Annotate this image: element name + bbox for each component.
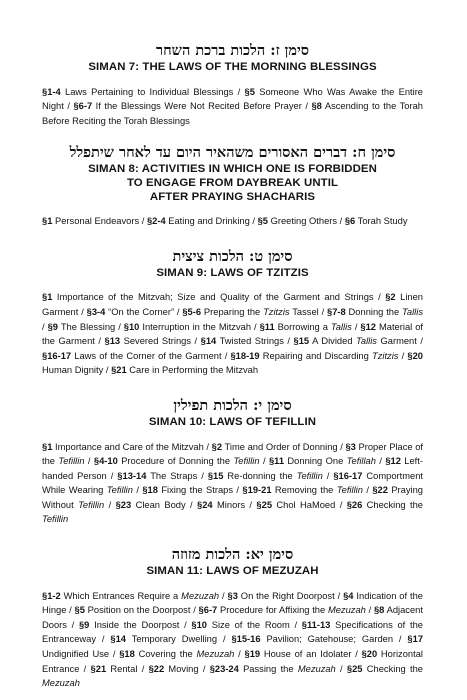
siman-11-title-line: SIMAN 11: LAWS OF MEZUZAH — [146, 565, 319, 578]
contents-text: Eating and Drinking / — [165, 216, 258, 227]
siman-8-title-line-3: AFTER PRAYING SHACHARIS — [149, 190, 316, 203]
contents-text: Interruption in the Mitzvah / — [139, 321, 260, 332]
contents-text: Covering the — [134, 649, 197, 660]
contents-text: / — [322, 470, 334, 481]
contents-text: Adjacent Doors / — [42, 605, 423, 630]
contents-text: Checking the — [362, 663, 423, 674]
contents-text: Inside the Doorpost / — [89, 619, 192, 630]
section-number: §8 — [373, 605, 385, 616]
siman-10-english-title — [42, 416, 423, 430]
contents-text: Repairing and Discarding — [259, 350, 372, 361]
contents-text: Horizontal Entrance / — [42, 649, 423, 674]
section-number: §19-21 — [242, 485, 272, 496]
siman-9-contents — [42, 290, 423, 378]
section-number: §13 — [104, 336, 121, 347]
contents-text: Care in Performing the Mitzvah — [126, 365, 259, 376]
section-number: §16-17 — [333, 470, 363, 481]
contents-text: / — [84, 456, 94, 467]
italic-term: Tefillin — [336, 485, 363, 496]
section-number: §1-4 — [42, 86, 61, 97]
section-number: §12 — [385, 456, 401, 467]
contents-text: The Blessing / — [58, 321, 124, 332]
contents-text: / — [234, 649, 245, 660]
section-number: §26 — [346, 499, 363, 510]
section-number: §7-8 — [327, 306, 346, 317]
contents-text: Removing the — [271, 485, 337, 496]
section-number: §1 — [42, 292, 53, 303]
section-number: §4-10 — [93, 456, 118, 467]
section-number: §13-14 — [117, 470, 147, 481]
section-number: §11-13 — [301, 619, 331, 630]
contents-text: Clean Body / — [131, 499, 198, 510]
section-number: §20 — [361, 649, 378, 660]
section-number: §23 — [115, 499, 132, 510]
section-number: §9 — [47, 321, 58, 332]
italic-term: Tefillin — [42, 514, 69, 525]
siman-7-hebrew-title: סימן ז: הלכות ברכת השחר — [155, 42, 310, 59]
section-number: §18 — [142, 485, 158, 496]
section-number: §22 — [148, 663, 165, 674]
contents-text: Importance of the Mitzvah; Size and Quality of the Garment and Strings / — [52, 292, 386, 303]
siman-11-contents — [42, 589, 423, 691]
contents-text: The Straps / — [146, 470, 208, 481]
contents-text: Position on the Doorpost / — [84, 605, 199, 616]
italic-term: Tefillin — [106, 485, 133, 496]
section-number: §5 — [257, 216, 268, 227]
siman-10-title-line: SIMAN 10: LAWS OF TEFILLIN — [148, 415, 317, 428]
section-number: §10 — [123, 321, 140, 332]
contents-text: Checking the — [362, 499, 423, 510]
contents-text: / — [104, 499, 116, 510]
section-number: §22 — [372, 485, 388, 496]
contents-text: Moving / — [164, 663, 210, 674]
section-number: §3 — [345, 441, 356, 452]
contents-text: / — [132, 485, 143, 496]
section-number: §10 — [191, 619, 207, 630]
contents-text: Undignified Use / — [42, 649, 120, 660]
section-number: §1 — [42, 441, 53, 452]
italic-term: Mezuzah — [297, 663, 336, 674]
contents-text: / — [398, 350, 408, 361]
contents-text: Praying Without — [42, 485, 423, 510]
siman-9-english-title — [42, 267, 423, 281]
siman-7-section — [42, 42, 423, 128]
contents-text: / — [42, 321, 48, 332]
contents-text: Fixing the Straps / — [157, 485, 243, 496]
siman-7-english-title — [42, 61, 423, 75]
section-number: §3 — [227, 590, 238, 601]
section-number: §5 — [74, 605, 85, 616]
contents-text: Laws of the Corner of the Garment / — [71, 350, 231, 361]
contents-text: / — [375, 456, 386, 467]
italic-term: Tefillin — [78, 499, 105, 510]
section-number: §5-6 — [182, 306, 202, 317]
contents-text: Greeting Others / — [267, 216, 345, 227]
contents-text: Passing the — [238, 663, 298, 674]
contents-text: Material of the Garment / — [42, 321, 423, 347]
section-number: §11 — [259, 321, 275, 332]
italic-term: Mezuzah — [196, 649, 235, 660]
section-number: §12 — [360, 321, 376, 332]
contents-text: Procedure for Affixing the — [217, 605, 328, 616]
siman-8-title-line-2: TO ENGAGE FROM DAYBREAK UNTIL — [126, 176, 339, 189]
contents-text: Specifications of the Entranceway / — [42, 619, 423, 645]
contents-text: Linen Garment / — [42, 292, 423, 317]
siman-7-title-line: SIMAN 7: THE LAWS OF THE MORNING BLESSINGS — [88, 61, 377, 73]
section-number: §20 — [407, 350, 423, 361]
contents-text: Procedure of Donning the — [117, 456, 234, 467]
section-number: §15 — [207, 470, 224, 481]
section-number: §2 — [211, 441, 223, 452]
italic-term: Tallis — [402, 306, 423, 317]
siman-8-english-title — [42, 163, 423, 204]
italic-term: Mezuzah — [42, 678, 80, 689]
section-number: §3-4 — [86, 306, 106, 317]
italic-term: Tefillin — [233, 456, 260, 467]
contents-text: / — [219, 590, 228, 601]
siman-8-title-line-1: SIMAN 8: ACTIVITIES IN WHICH ONE IS FORBIDDEN — [88, 163, 377, 176]
contents-text: A Divided — [309, 336, 357, 347]
section-number: §8 — [311, 101, 322, 112]
section-number: §25 — [346, 663, 363, 674]
siman-8-hebrew-title: סימן ח: דברים האסורים משהאיר היום עד לאחר שיתפלל — [69, 144, 396, 162]
italic-term: Tallis — [356, 336, 377, 347]
contents-text: Indication of the Hinge / — [42, 590, 423, 616]
section-number: §9 — [78, 619, 90, 630]
contents-text: Ascending to the Torah Before Reciting the Torah Blessings — [42, 101, 423, 126]
contents-text: Size of the Room / — [207, 619, 302, 630]
section-number: §6 — [344, 216, 356, 227]
contents-text: Personal Endeavors / — [52, 216, 147, 227]
contents-text: / — [365, 605, 374, 616]
contents-text: Pavilion; Gatehouse; Garden / — [260, 634, 408, 645]
contents-text: Severed Strings / — [120, 336, 201, 347]
section-number: §15 — [293, 336, 310, 347]
section-number: §15-16 — [231, 634, 261, 645]
section-number: §21 — [111, 365, 127, 376]
contents-text: Garment / — [376, 336, 423, 347]
siman-9-hebrew-title: סימן ט: הלכות ציצית — [172, 247, 293, 265]
contents-text: Borrowing a — [274, 321, 331, 332]
contents-text: Proper Place of the — [42, 441, 424, 467]
contents-text: Preparing the — [201, 306, 264, 317]
contents-text: Re-donning the — [223, 470, 297, 481]
section-number: §11 — [268, 456, 285, 467]
contents-text: Human Dignity / — [42, 365, 112, 376]
siman-10-section — [42, 397, 423, 527]
contents-text: / — [362, 485, 373, 496]
contents-text: “On the Corner” / — [105, 306, 183, 317]
contents-text: / — [351, 321, 361, 332]
contents-text: Torah Study — [355, 216, 408, 227]
contents-text: Time and Order of Donning / — [222, 441, 346, 452]
siman-10-contents — [42, 440, 423, 528]
italic-term: Mezuzah — [181, 590, 220, 601]
section-number: §18 — [119, 649, 135, 660]
contents-text: / — [335, 663, 347, 674]
contents-text: Minors / — [212, 499, 257, 510]
contents-text: Laws Pertaining to Individual Blessings / — [60, 86, 245, 97]
contents-text: Chol HaMoed / — [272, 499, 347, 510]
italic-term: Tzitzis — [263, 306, 290, 317]
contents-text: If the Blessings Were Not Recited Before Prayer / — [92, 101, 312, 112]
section-number: §23-24 — [209, 663, 239, 674]
section-number: §17 — [407, 634, 424, 645]
section-number: §19 — [244, 649, 261, 660]
contents-text: House of an Idolater / — [260, 649, 362, 660]
section-number: §24 — [197, 499, 213, 510]
italic-term: Tzitzis — [371, 350, 399, 361]
siman-11-section — [42, 546, 423, 691]
siman-9-section — [42, 248, 423, 378]
section-number: §6-7 — [198, 605, 218, 616]
contents-text: Donning One — [284, 456, 347, 467]
section-number: §5 — [244, 86, 255, 97]
section-number: §21 — [90, 663, 107, 674]
contents-text: / — [259, 456, 269, 467]
section-number: §6-7 — [73, 101, 93, 112]
contents-text: Temporary Dwelling / — [126, 634, 232, 645]
siman-8-section — [42, 144, 423, 228]
contents-text: Comportment While Wearing — [42, 470, 424, 496]
italic-term: Mezuzah — [327, 605, 366, 616]
italic-term: Tefillin — [296, 470, 323, 481]
contents-text: Which Entrances Require a — [60, 590, 182, 601]
section-number: §2 — [385, 292, 396, 303]
section-number: §1 — [42, 216, 53, 227]
section-number: §2-4 — [146, 216, 166, 227]
italic-term: Tefillin — [58, 456, 85, 467]
section-number: §14 — [200, 336, 217, 347]
siman-7-contents — [42, 85, 423, 129]
contents-text: Rental / — [106, 663, 149, 674]
contents-text: Someone Who Was Awake the Entire Night / — [42, 86, 423, 112]
siman-8-contents — [42, 214, 423, 229]
italic-term: Tallis — [330, 321, 352, 332]
contents-text: Importance and Care of the Mitzvah / — [52, 441, 212, 452]
contents-text: On the Right Doorpost / — [237, 590, 344, 601]
siman-10-hebrew-title: סימן י: הלכות תפילין — [173, 396, 292, 414]
siman-11-hebrew-title: סימן יא: הלכות מזוזה — [171, 546, 294, 564]
contents-text: Left-handed Person / — [42, 456, 423, 481]
section-number: §1-2 — [42, 590, 61, 601]
section-number: §16-17 — [42, 350, 72, 361]
contents-text: Twisted Strings / — [216, 336, 294, 347]
contents-text: Donning the — [345, 306, 403, 317]
siman-11-english-title — [42, 565, 423, 579]
contents-text: Tassel / — [289, 306, 328, 317]
section-number: §18-19 — [230, 350, 260, 361]
section-number: §14 — [110, 634, 126, 645]
italic-term: Tefillah — [346, 456, 376, 467]
section-number: §4 — [343, 590, 354, 601]
section-number: §25 — [256, 499, 273, 510]
siman-9-title-line: SIMAN 9: LAWS OF TZITZIS — [156, 266, 309, 279]
